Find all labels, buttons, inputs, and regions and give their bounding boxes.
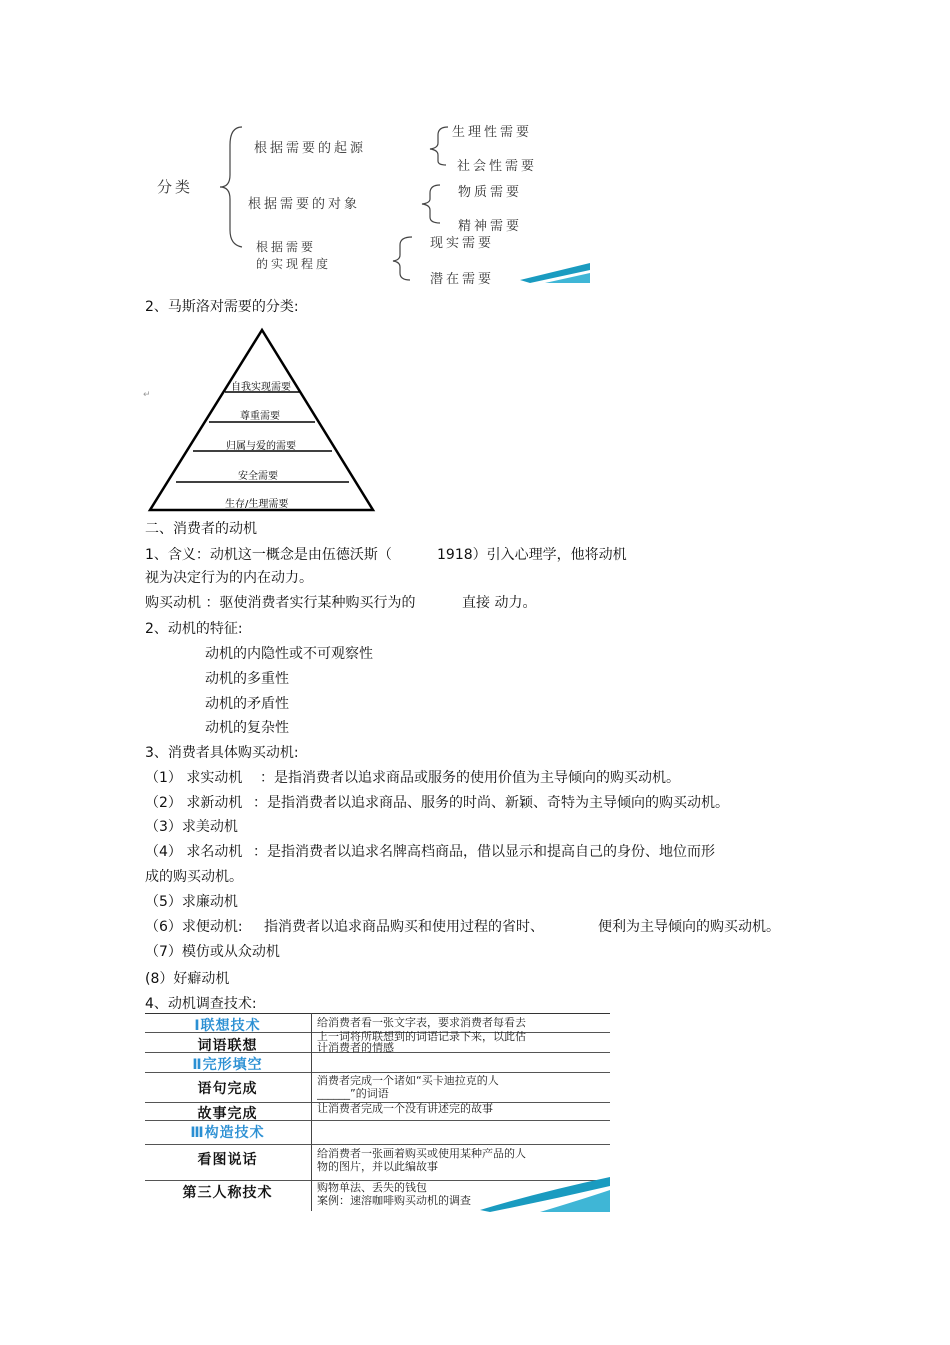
motive-2-label: （2） 求新动机 [145, 795, 243, 811]
motive-4-desc-cont: 成的购买动机。 [145, 869, 243, 885]
table-cell-technique: 看图说话 [197, 1152, 258, 1168]
purchase-motive-b: 直接 动力。 [462, 595, 537, 611]
motive-4-label: （4） 求名动机 [145, 844, 243, 860]
table-cell-description: 给消费者看一张文字表，要求消费者每看去 [317, 1017, 526, 1029]
feature-item: 动机的多重性 [205, 671, 289, 687]
motive-7: （7）模仿或从众动机 [145, 944, 280, 960]
table-cell-technique: 故事完成 [197, 1106, 258, 1122]
table-row [145, 1032, 610, 1053]
table-cell-description: 购物单法、丢失的钱包 [317, 1182, 427, 1194]
table-cell-description: 给消费者一张画着购买或使用某种产品的人 [317, 1148, 526, 1160]
branch2-label: 根据需要的对象 [248, 197, 361, 212]
branch1-label: 根据需要的起源 [254, 141, 367, 156]
motive-3: （3）求美动机 [145, 819, 238, 835]
diagram-braces [150, 115, 590, 285]
table-row [145, 1102, 610, 1121]
table-cell-technique: 词语联想 [197, 1038, 258, 1054]
feature-item: 动机的内隐性或不可观察性 [205, 646, 373, 662]
motive-5: （5）求廉动机 [145, 894, 238, 910]
specific-heading: 3、消费者具体购买动机: [145, 745, 299, 761]
pyramid-level-safety: 安全需要 [238, 471, 278, 482]
branch3-label-line2: 的实现程度 [256, 257, 332, 271]
motive-1-label: （1） 求实动机 [145, 770, 243, 786]
branch3-item2: 潜在需要 [430, 272, 495, 287]
branch2-item2: 精神需要 [458, 219, 523, 234]
pyramid-level-self-actualization: 自我实现需要 [231, 382, 291, 393]
motive-6-desc-a: 指消费者以追求商品购买和使用过程的省时、 [264, 919, 544, 935]
table-row [145, 1052, 610, 1073]
return-mark: ↵ [143, 390, 151, 400]
table-row [145, 1120, 610, 1145]
maslow-heading: 2、马斯洛对需要的分类: [145, 299, 299, 315]
branch3-item1: 现实需要 [430, 236, 495, 251]
branch3-label-line1: 根据需要 [256, 240, 317, 254]
survey-heading: 4、动机调查技术: [145, 996, 257, 1012]
motive-6-label: （6）求便动机: [145, 919, 243, 935]
table-cell-description: 让消费者完成一个没有讲述完的故事 [317, 1103, 493, 1115]
diagram-root-label: 分类 [157, 178, 194, 196]
definition-line1a: 1、含义：动机这一概念是由伍德沃斯（ [145, 547, 392, 563]
motive-2-desc: ：是指消费者以追求商品、服务的时尚、新颖、奇特为主导倾向的购买动机。 [253, 795, 729, 811]
motive-6-desc-b: 便利为主导倾向的购买动机。 [598, 919, 780, 935]
table-cell-description-cont: 物的图片，并以此编故事 [317, 1161, 438, 1173]
features-heading: 2、动机的特征: [145, 621, 243, 637]
table-cell-description-cont: ______”的词语 [317, 1088, 389, 1100]
table-cell-technique: 语句完成 [197, 1081, 258, 1097]
branch1-item1: 生理性需要 [452, 125, 533, 140]
table-cell-technique: Ⅰ联想技术 [194, 1018, 261, 1034]
pyramid-level-physiological: 生存/生理需要 [225, 499, 289, 510]
pyramid-level-esteem: 尊重需要 [240, 411, 280, 422]
motive-1-desc: ：是指消费者以追求商品或服务的使用价值为主导倾向的购买动机。 [260, 770, 680, 786]
branch1-item2: 社会性需要 [457, 159, 538, 174]
pyramid-level-belonging: 归属与爱的需要 [226, 441, 296, 452]
motive-8: (8）好癖动机 [145, 971, 230, 987]
feature-item: 动机的矛盾性 [205, 696, 289, 712]
branch2-item1: 物质需要 [458, 185, 523, 200]
table-swoosh-decoration [480, 1172, 610, 1212]
table-cell-description: 消费者完成一个诸如“买卡迪拉克的人 [317, 1075, 499, 1087]
table-row [145, 1072, 610, 1103]
motive-4-desc: ：是指消费者以追求名牌高档商品，借以显示和提高自己的身份、地位而形 [253, 844, 715, 860]
feature-item: 动机的复杂性 [205, 720, 289, 736]
section-title: 二、消费者的动机 [145, 521, 257, 537]
definition-line1b: 1918）引入心理学，他将动机 [437, 547, 627, 563]
table-cell-technique: 第三人称技术 [182, 1185, 273, 1201]
table-cell-technique: Ⅲ构造技术 [190, 1125, 265, 1141]
table-cell-description-cont: 案例：速溶咖啡购买动机的调查 [317, 1195, 471, 1207]
table-cell-description-cont: 计消费者的情感 [317, 1042, 394, 1054]
definition-line2: 视为决定行为的内在动力。 [145, 570, 313, 586]
purchase-motive-a: 购买动机 ：驱使消费者实行某种购买行为的 [145, 595, 416, 611]
table-cell-description: 上一词将所联想到的词语记录下来，以此估 [317, 1031, 526, 1043]
table-column-divider [311, 1013, 312, 1211]
table-cell-technique: Ⅱ完形填空 [192, 1057, 263, 1073]
